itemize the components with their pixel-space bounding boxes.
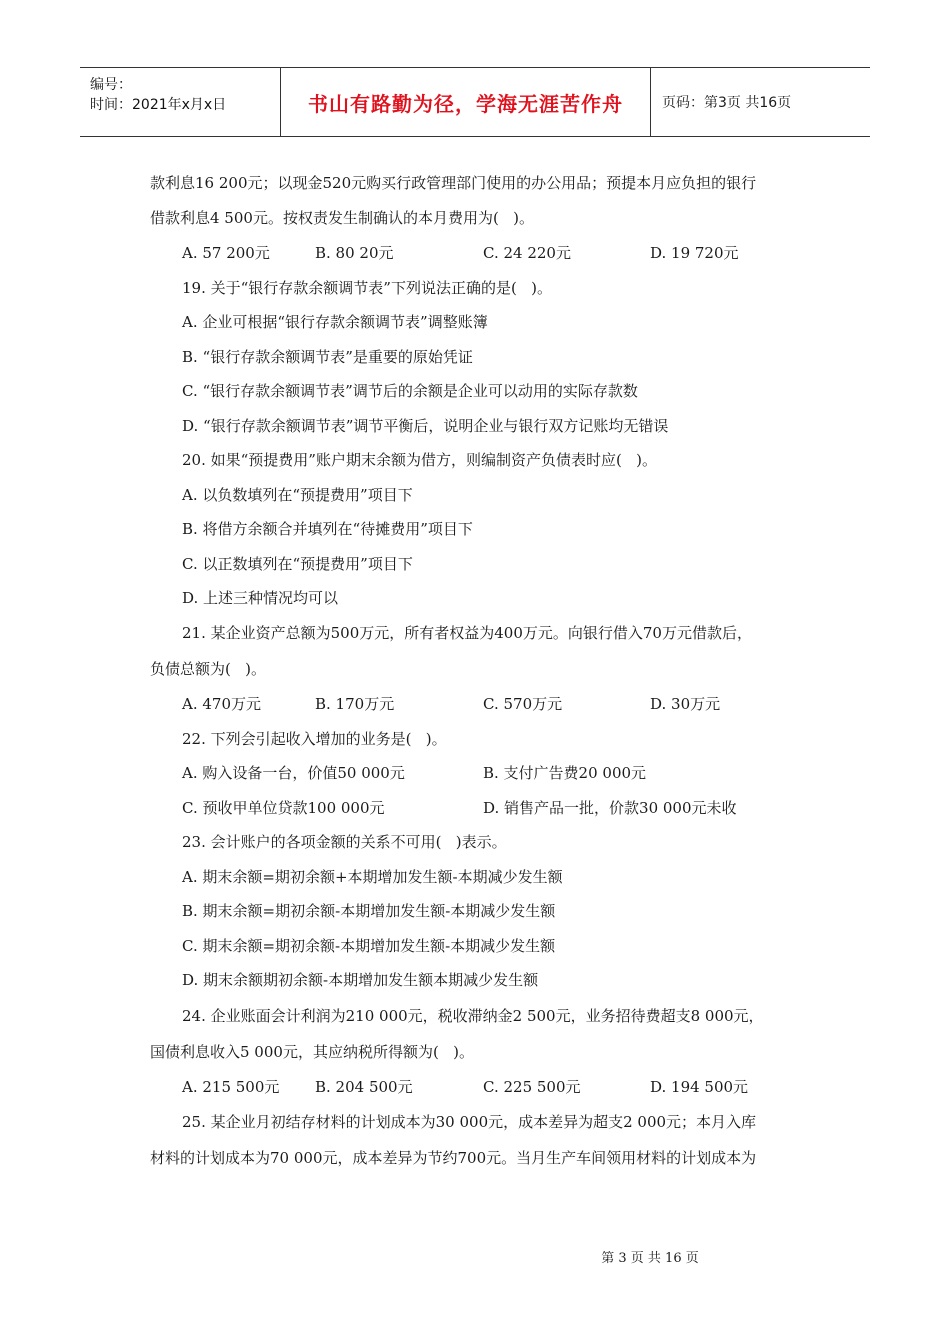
motto: 书山有路勤为径，学海无涯苦作舟 [308,91,623,116]
q24-option-c: C. 225 500元 [483,1078,581,1096]
q24-line-2: 国债利息收入5 000元，其应纳税所得额为( )。 [150,1043,474,1061]
q20-option-c: C. 以正数填列在“预提费用”项目下 [182,555,413,573]
q21-option-d: D. 30万元 [650,695,721,713]
q21-line-1: 21. 某企业资产总额为500万元，所有者权益为400万元。向银行借入70万元借款后， [182,624,752,642]
q24-option-a: A. 215 500元 [182,1078,280,1096]
q22-option-a: A. 购入设备一台，价值50 000元 [182,764,405,782]
q19-option-c: C. “银行存款余额调节表”调节后的余额是企业可以动用的实际存款数 [182,382,638,400]
q19-option-a: A. 企业可根据“银行存款余额调节表”调整账簿 [182,313,488,331]
q21-line-2: 负债总额为( )。 [150,660,267,678]
q25-line-2: 材料的计划成本为70 000元，成本差异为节约700元。当月生产车间领用材料的计划成本为 [150,1149,757,1167]
header-table [80,67,870,137]
time-label: 时间：2021年x月x日 [90,97,227,113]
page-label: 页码：第3页 共16页 [662,95,792,111]
q20-option-a: A. 以负数填列在“预提费用”项目下 [182,486,413,504]
q25-line-1: 25. 某企业月初结存材料的计划成本为30 000元，成本差异为超支2 000元；本月入库 [182,1113,757,1131]
q18-option-d: D. 19 720元 [650,244,739,262]
q23-option-b: B. 期末余额=期初余额-本期增加发生额-本期减少发生额 [182,902,556,920]
q21-option-a: A. 470万元 [182,695,261,713]
q20-option-b: B. 将借方余额合并填列在“待摊费用”项目下 [182,520,473,538]
q21-option-b: B. 170万元 [315,695,395,713]
q22-stem: 22. 下列会引起收入增加的业务是( )。 [182,730,447,748]
header-meta-cell [80,68,281,136]
q23-option-c: C. 期末余额=期初余额-本期增加发生额-本期减少发生额 [182,937,556,955]
q19-option-d: D. “银行存款余额调节表”调节平衡后，说明企业与银行双方记账均无错误 [182,417,669,435]
q19-stem: 19. 关于“银行存款余额调节表”下列说法正确的是( )。 [182,279,552,297]
q24-option-d: D. 194 500元 [650,1078,749,1096]
q18-option-a: A. 57 200元 [182,244,270,262]
q18-line-1: 款利息16 200元；以现金520元购买行政管理部门使用的办公用品；预提本月应负担的银行 [150,174,757,192]
q20-stem: 20. 如果“预提费用”账户期末余额为借方，则编制资产负债表时应( )。 [182,451,657,469]
q22-option-c: C. 预收甲单位贷款100 000元 [182,799,385,817]
page-footer: 第 3 页 共 16 页 [601,1251,699,1266]
q24-line-1: 24. 企业账面会计利润为210 000元，税收滞纳金2 500元，业务招待费超支8 000元， [182,1007,764,1025]
q18-option-b: B. 80 20元 [315,244,394,262]
q23-stem: 23. 会计账户的各项金额的关系不可用( )表示。 [182,833,507,851]
motto-cell [281,68,651,136]
q18-option-c: C. 24 220元 [483,244,571,262]
q21-option-c: C. 570万元 [483,695,563,713]
q22-option-d: D. 销售产品一批，价款30 000元未收 [483,799,737,817]
q22-option-b: B. 支付广告费20 000元 [483,764,647,782]
code-label: 编号： [90,77,132,93]
q18-line-2: 借款利息4 500元。按权责发生制确认的本月费用为( )。 [150,209,534,227]
q24-option-b: B. 204 500元 [315,1078,413,1096]
q23-option-d: D. 期末余额期初余额-本期增加发生额本期减少发生额 [182,971,539,989]
q20-option-d: D. 上述三种情况均可以 [182,589,339,607]
q19-option-b: B. “银行存款余额调节表”是重要的原始凭证 [182,348,473,366]
q23-option-a: A. 期末余额=期初余额+本期增加发生额-本期减少发生额 [182,868,563,886]
